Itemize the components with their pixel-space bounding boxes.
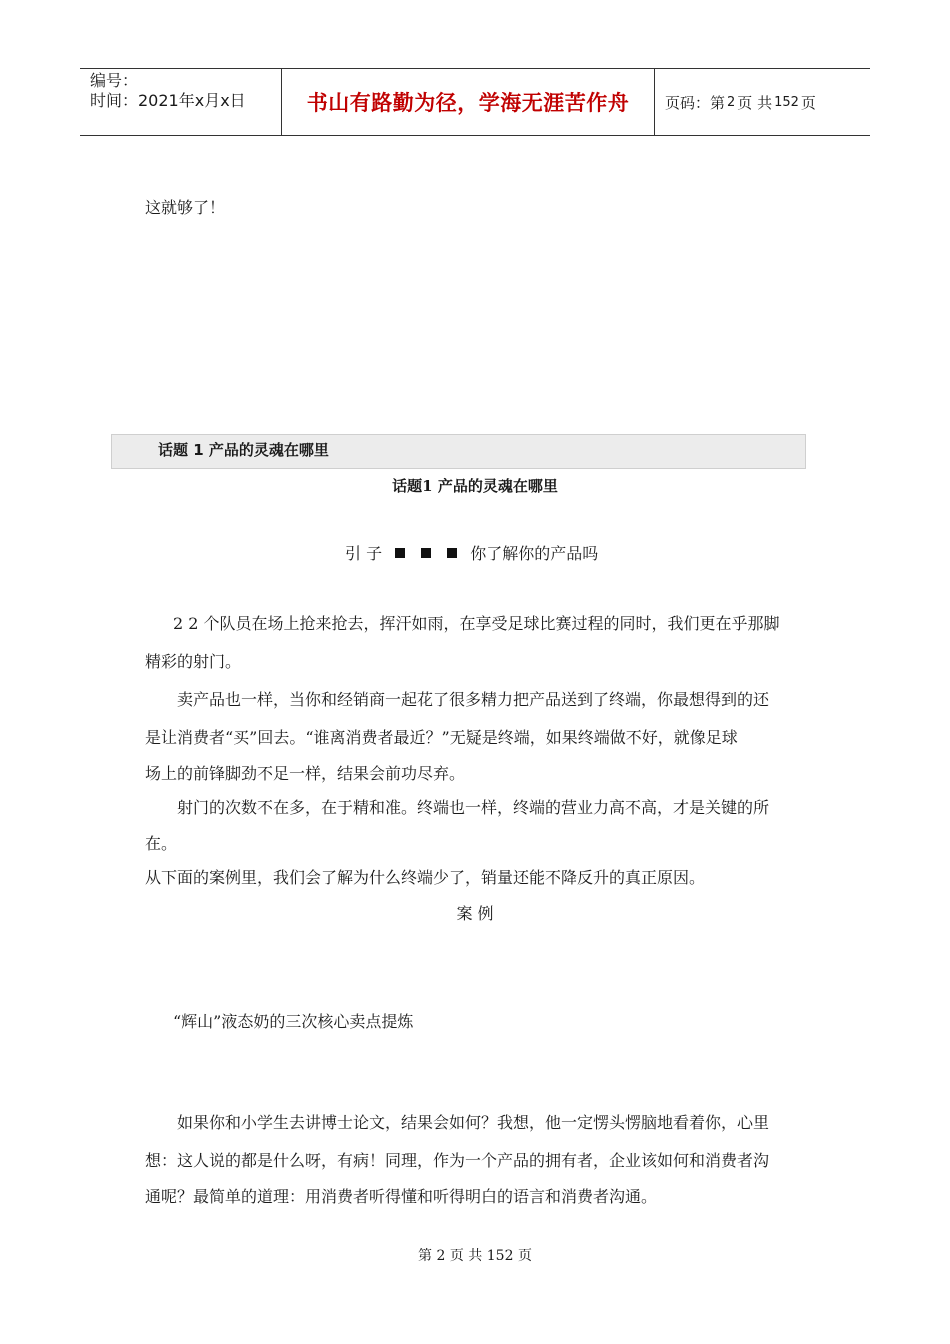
closing-line: 如果你和小学生去讲博士论文，结果会如何？我想，他一定愣头愣脑地看着你，心里 (177, 1113, 770, 1132)
paragraph-line: 在。 (145, 834, 178, 853)
topic-box-text: 话题 1 产品的灵魂在哪里 (158, 441, 329, 459)
case-heading: 案 例 (456, 904, 494, 923)
topic-title: 话题1 产品的灵魂在哪里 (392, 477, 558, 495)
square-bullet-icon (421, 548, 431, 558)
lead-label: 引 子 (345, 544, 383, 563)
footer-mid: 页 共 (449, 1248, 483, 1264)
square-bullet-icon (395, 548, 405, 558)
header-motto: 书山有路勤为径，学海无涯苦作舟 (306, 91, 630, 115)
topic-box (111, 434, 806, 469)
page-header (80, 68, 870, 136)
paragraph-line: 卖产品也一样，当你和经销商一起花了很多精力把产品送到了终端，你最想得到的还 (177, 690, 770, 709)
paragraph-line: 2 2 个队员在场上抢来抢去，挥汗如雨，在享受足球比赛过程的同时，我们更在乎那脚 (173, 614, 780, 633)
case-title: “辉山”液态奶的三次核心卖点提炼 (173, 1012, 414, 1031)
page-mid: 页 共 (737, 93, 773, 112)
closing-line: 想：这人说的都是什么呀，有病！同理，作为一个产品的拥有者，企业该如何和消费者沟 (145, 1151, 770, 1170)
footer-suffix: 页 (517, 1248, 532, 1264)
page-suffix: 页 (800, 93, 816, 112)
intro-line: 这就够了！ (145, 198, 226, 217)
paragraph-line: 从下面的案例里，我们会了解为什么终端少了，销量还能不降反升的真正原因。 (145, 868, 706, 887)
page-footer (0, 1246, 950, 1266)
footer-prefix: 第 (418, 1248, 433, 1264)
header-motto-cell (281, 69, 655, 135)
page-current: 2 (727, 94, 736, 110)
square-bullet-icon (447, 548, 457, 558)
paragraph-line: 射门的次数不在多，在于精和准。终端也一样，终端的营业力高不高，才是关键的所 (177, 798, 770, 817)
page-total: 152 (774, 94, 799, 110)
footer-total: 152 (486, 1248, 514, 1264)
lead-text: 你了解你的产品吗 (470, 544, 599, 563)
paragraph-line: 是让消费者“买”回去。“谁离消费者最近？”无疑是终端，如果终端做不好，就像足球 (145, 728, 738, 747)
header-meta (80, 69, 281, 135)
serial-label: 编号： (90, 71, 139, 90)
header-page-number (655, 69, 870, 135)
footer-current: 2 (436, 1248, 446, 1264)
paragraph-line: 精彩的射门。 (145, 652, 242, 671)
page-prefix: 页码：第 (665, 93, 726, 112)
closing-line: 通呢？最简单的道理：用消费者听得懂和听得明白的语言和消费者沟通。 (145, 1187, 658, 1206)
lead-line (345, 544, 598, 564)
time-label: 时间：2021年x月x日 (90, 91, 246, 110)
paragraph-line: 场上的前锋脚劲不足一样，结果会前功尽弃。 (145, 764, 466, 783)
